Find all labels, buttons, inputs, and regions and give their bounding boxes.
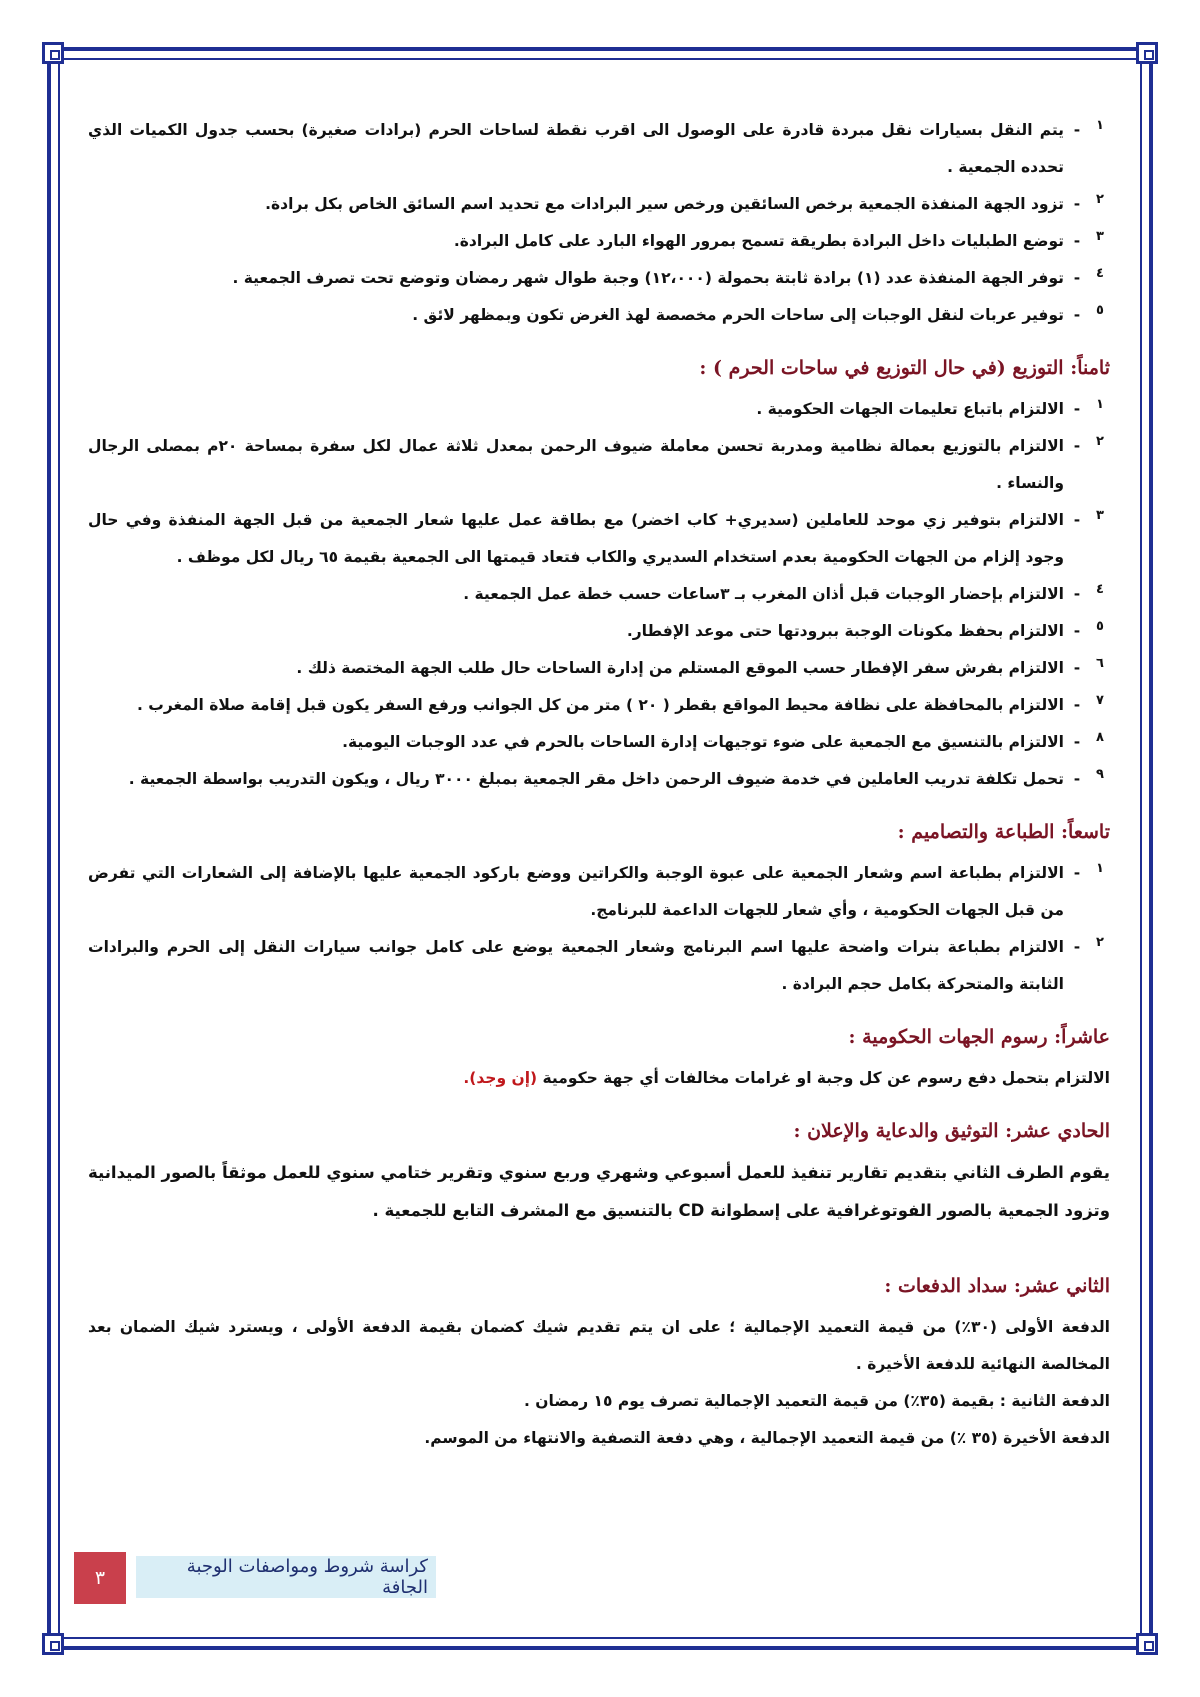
section-heading-payments: الثاني عشر: سداد الدفعات : bbox=[884, 1275, 1110, 1297]
list-item: ٢ - الالتزام بطباعة بنرات واضحة عليها اسم البرنامج وشعار الجمعية يوضع على كامل جوانب سيارات النقل إلى الحرم والبرادات الثابتة والمتحركة بكامل حجم البرادة . bbox=[88, 929, 1110, 1003]
item-text: تحمل تكلفة تدريب العاملين في خدمة ضيوف الرحمن داخل مقر الجمعية بمبلغ ٣٠٠٠ ريال ، ويكون التدريب بواسطة الجمعية . bbox=[128, 770, 1064, 788]
documentation-paragraph: يقوم الطرف الثاني بتقديم تقارير تنفيذ للعمل أسبوعي وشهري وربع سنوي وتقرير ختامي سنوي للعمل موثقاً بالصور الميدانية وتزود الجمعية بالصور الفوتوغرافية على إسطوانة CD بالتنسيق مع المشرف التابع للجمعية . bbox=[88, 1163, 1110, 1220]
item-number: ٤ bbox=[1096, 582, 1104, 597]
item-number: ٢ bbox=[1096, 192, 1104, 207]
item-number: ٤ bbox=[1096, 266, 1104, 281]
list-item: ٩ - تحمل تكلفة تدريب العاملين في خدمة ضيوف الرحمن داخل مقر الجمعية بمبلغ ٣٠٠٠ ريال ، ويكون التدريب بواسطة الجمعية . bbox=[88, 761, 1110, 798]
list-item: ٦ - الالتزام بفرش سفر الإفطار حسب الموقع المستلم من إدارة الساحات حال طلب الجهة المختصة ذلك . bbox=[88, 650, 1110, 687]
list-item: ٤ - توفر الجهة المنفذة عدد (١) برادة ثابتة بحمولة (١٢،٠٠٠) وجبة طوال شهر رمضان وتوضع تحت تصرف الجمعية . bbox=[88, 260, 1110, 297]
item-number: ٩ bbox=[1096, 767, 1104, 782]
item-number: ٧ bbox=[1096, 693, 1104, 708]
list-item: ٣ - الالتزام بتوفير زي موحد للعاملين (سديري+ كاب اخضر) مع بطاقة عمل عليها شعار الجمعية من قبل الجهة المنفذة وفي حال وجود إلزام من الجهات الحكومية بعدم استخدام السديري والكاب فتعاد قيمتها الى الجمعية بقيمة ٦٥ ريال لكل موظف . bbox=[88, 502, 1110, 576]
page-content bbox=[88, 112, 1110, 1457]
item-text: الالتزام بطباعة اسم وشعار الجمعية على عبوة الوجبة والكراتين ووضع باركود الجمعية عليها بالإضافة إلى الشعارات التي تفرض من قبل الجهات الحكومية ، وأي شعار للجهات الداعمة للبرنامج. bbox=[88, 864, 1064, 919]
payment-paragraph: الدفعة الأولى (٣٠٪) من قيمة التعميد الإجمالية ؛ على ان يتم تقديم شيك كضمان بقيمة الدفعة الأولى ، ويسترد شيك الضمان بعد المخالصة النهائية للدفعة الأخيرة . bbox=[88, 1318, 1110, 1373]
item-number: ٦ bbox=[1096, 656, 1104, 671]
item-number: ١ bbox=[1096, 118, 1104, 133]
item-number: ١ bbox=[1096, 397, 1104, 412]
fees-note: (إن وجد). bbox=[463, 1069, 538, 1087]
fees-paragraph bbox=[88, 1060, 1110, 1097]
page-number-badge: ٣ bbox=[74, 1552, 126, 1604]
list-item: ٥ - الالتزام بحفظ مكونات الوجبة ببرودتها حتى موعد الإفطار. bbox=[88, 613, 1110, 650]
corner-ornament-bottom-left bbox=[42, 1633, 64, 1655]
section-heading-documentation: الحادي عشر: التوثيق والدعاية والإعلان : bbox=[793, 1120, 1110, 1142]
item-number: ٣ bbox=[1096, 229, 1104, 244]
distribution-list bbox=[88, 391, 1110, 798]
payment-paragraph: الدفعة الثانية : بقيمة (٣٥٪) من قيمة التعميد الإجمالية تصرف يوم ١٥ رمضان . bbox=[524, 1392, 1110, 1410]
item-text: الالتزام بفرش سفر الإفطار حسب الموقع المستلم من إدارة الساحات حال طلب الجهة المختصة ذلك . bbox=[296, 659, 1064, 677]
transport-list bbox=[88, 112, 1110, 334]
item-text: الالتزام بالمحافظة على نظافة محيط المواقع بقطر ( ٢٠ ) متر من كل الجوانب ورفع السفر يكون قبل إقامة صلاة المغرب . bbox=[137, 696, 1064, 714]
item-text: الالتزام بإحضار الوجبات قبل أذان المغرب بـ ٣ساعات حسب خطة عمل الجمعية . bbox=[463, 585, 1064, 603]
item-number: ٥ bbox=[1096, 619, 1104, 634]
list-item: ١ - يتم النقل بسيارات نقل مبردة قادرة على الوصول الى اقرب نقطة لساحات الحرم (برادات صغيرة) بحسب جدول الكميات الذي تحدده الجمعية . bbox=[88, 112, 1110, 186]
item-text: تزود الجهة المنفذة الجمعية برخص السائقين ورخص سير البرادات مع تحديد اسم السائق الخاص بكل برادة. bbox=[265, 195, 1064, 213]
list-item: ٢ - تزود الجهة المنفذة الجمعية برخص السائقين ورخص سير البرادات مع تحديد اسم السائق الخاص بكل برادة. bbox=[88, 186, 1110, 223]
section-heading-distribution: ثامناً: التوزيع (في حال التوزيع في ساحات الحرم ) : bbox=[699, 357, 1110, 379]
list-item: ٤ - الالتزام بإحضار الوجبات قبل أذان المغرب بـ ٣ساعات حسب خطة عمل الجمعية . bbox=[88, 576, 1110, 613]
list-item: ١ - الالتزام باتباع تعليمات الجهات الحكومية . bbox=[88, 391, 1110, 428]
list-item: ٣ - توضع الطبليات داخل البرادة بطريقة تسمح بمرور الهواء البارد على كامل البرادة. bbox=[88, 223, 1110, 260]
list-item: ١ - الالتزام بطباعة اسم وشعار الجمعية على عبوة الوجبة والكراتين ووضع باركود الجمعية عليها بالإضافة إلى الشعارات التي تفرض من قبل الجهات الحكومية ، وأي شعار للجهات الداعمة للبرنامج. bbox=[88, 855, 1110, 929]
item-number: ٢ bbox=[1096, 434, 1104, 449]
corner-ornament-top-left bbox=[42, 42, 64, 64]
item-text: الالتزام بالتوزيع بعمالة نظامية ومدربة تحسن معاملة ضيوف الرحمن بمعدل ثلاثة عمال لكل سفرة بمساحة ٢٠م بمصلى الرجال والنساء . bbox=[88, 437, 1064, 492]
item-number: ٨ bbox=[1096, 730, 1104, 745]
item-text: الالتزام باتباع تعليمات الجهات الحكومية . bbox=[756, 400, 1064, 418]
item-number: ٣ bbox=[1096, 508, 1104, 523]
item-text: توفر الجهة المنفذة عدد (١) برادة ثابتة بحمولة (١٢،٠٠٠) وجبة طوال شهر رمضان وتوضع تحت تصرف الجمعية . bbox=[232, 269, 1064, 287]
list-item: ٧ - الالتزام بالمحافظة على نظافة محيط المواقع بقطر ( ٢٠ ) متر من كل الجوانب ورفع السفر يكون قبل إقامة صلاة المغرب . bbox=[88, 687, 1110, 724]
section-heading-printing: تاسعاً: الطباعة والتصاميم : bbox=[897, 821, 1110, 843]
item-text: يتم النقل بسيارات نقل مبردة قادرة على الوصول الى اقرب نقطة لساحات الحرم (برادات صغيرة) بحسب جدول الكميات الذي تحدده الجمعية . bbox=[88, 121, 1064, 176]
page-footer bbox=[74, 1552, 440, 1604]
corner-ornament-top-right bbox=[1136, 42, 1158, 64]
item-number: ١ bbox=[1096, 861, 1104, 876]
list-item: ٨ - الالتزام بالتنسيق مع الجمعية على ضوء توجيهات إدارة الساحات بالحرم في عدد الوجبات اليومية. bbox=[88, 724, 1110, 761]
fees-text: الالتزام بتحمل دفع رسوم عن كل وجبة او غرامات مخالفات أي جهة حكومية bbox=[542, 1069, 1110, 1087]
item-text: توضع الطبليات داخل البرادة بطريقة تسمح بمرور الهواء البارد على كامل البرادة. bbox=[453, 232, 1064, 250]
payment-paragraph: الدفعة الأخيرة (٣٥ ٪) من قيمة التعميد الإجمالية ، وهي دفعة التصفية والانتهاء من الموسم. bbox=[424, 1429, 1110, 1447]
list-item: ٢ - الالتزام بالتوزيع بعمالة نظامية ومدربة تحسن معاملة ضيوف الرحمن بمعدل ثلاثة عمال لكل سفرة بمساحة ٢٠م بمصلى الرجال والنساء . bbox=[88, 428, 1110, 502]
list-item: ٥ - توفير عربات لنقل الوجبات إلى ساحات الحرم مخصصة لهذ الغرض تكون وبمظهر لائق . bbox=[88, 297, 1110, 334]
item-text: الالتزام بتوفير زي موحد للعاملين (سديري+ كاب اخضر) مع بطاقة عمل عليها شعار الجمعية من قبل الجهة المنفذة وفي حال وجود إلزام من الجهات الحكومية بعدم استخدام السديري والكاب فتعاد قيمتها الى الجمعية بقيمة ٦٥ ريال لكل موظف . bbox=[88, 511, 1064, 566]
item-text: توفير عربات لنقل الوجبات إلى ساحات الحرم مخصصة لهذ الغرض تكون وبمظهر لائق . bbox=[412, 306, 1064, 324]
item-text: الالتزام بالتنسيق مع الجمعية على ضوء توجيهات إدارة الساحات بالحرم في عدد الوجبات اليومية. bbox=[342, 733, 1064, 751]
printing-list bbox=[88, 855, 1110, 1003]
item-text: الالتزام بطباعة بنرات واضحة عليها اسم البرنامج وشعار الجمعية يوضع على كامل جوانب سيارات النقل إلى الحرم والبرادات الثابتة والمتحركة بكامل حجم البرادة . bbox=[88, 938, 1064, 993]
item-number: ٥ bbox=[1096, 303, 1104, 318]
item-number: ٢ bbox=[1096, 935, 1104, 950]
item-text: الالتزام بحفظ مكونات الوجبة ببرودتها حتى موعد الإفطار. bbox=[626, 622, 1064, 640]
footer-document-title: كراسة شروط ومواصفات الوجبة الجافة bbox=[136, 1556, 436, 1598]
corner-ornament-bottom-right bbox=[1136, 1633, 1158, 1655]
section-heading-fees: عاشراً: رسوم الجهات الحكومية : bbox=[848, 1026, 1110, 1048]
